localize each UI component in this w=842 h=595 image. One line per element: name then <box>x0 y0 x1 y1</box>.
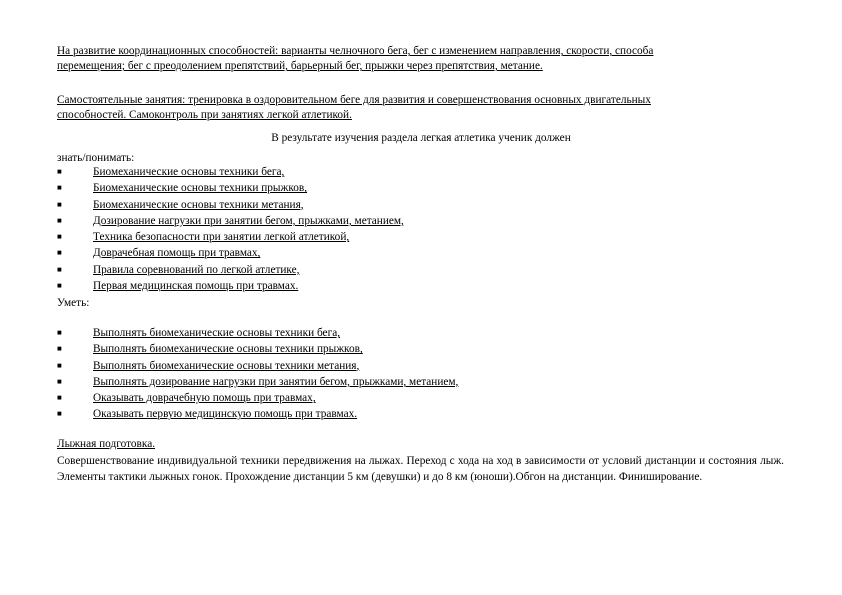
ski-heading: Лыжная подготовка. <box>57 438 156 450</box>
able-item-text: Выполнять биомеханические основы техники метания, <box>93 359 360 372</box>
able-item-text: Оказывать доврачебную помощь при травмах, <box>93 392 316 405</box>
bullet-icon: ■ <box>57 376 62 386</box>
bullet-icon: ■ <box>57 360 62 370</box>
able-item-text: Оказывать первую медицинскую помощь при травмах. <box>93 408 358 421</box>
able-item-text: Выполнять дозирование нагрузки при занятии бегом, прыжками, метанием, <box>93 375 459 388</box>
able-item-text: Выполнять биомеханические основы техники прыжков, <box>93 343 363 356</box>
know-item-text: Первая медицинская помощь при травмах. <box>93 280 299 293</box>
know-item-text: Правила соревнований по легкой атлетике, <box>93 263 300 276</box>
bullet-icon: ■ <box>57 281 62 291</box>
bullet-icon: ■ <box>57 183 62 193</box>
bullet-icon: ■ <box>57 167 62 176</box>
know-label: знать/понимать: <box>57 152 135 164</box>
bullet-icon: ■ <box>57 215 62 225</box>
able-item-text: Выполнять биомеханические основы техники бега, <box>93 327 341 339</box>
know-item-text: Доврачебная помощь при травмах, <box>93 247 261 260</box>
coordination-line-1: На развитие координационных способностей: варианты челночного бега, бег с изменением направления, скорости, способа <box>57 45 654 57</box>
self-study-line-2: способностей. Самоконтроль при занятиях легкой атлетикой. <box>57 109 352 121</box>
bullet-icon: ■ <box>57 264 62 274</box>
ski-paragraph: Совершенствование индивидуальной техники передвижения на лыжах. Переход с хода на ход в зависимости от условий дистанции и состояния лыж. Элементы тактики лыжных гонок. Прохождение дистанции 5 км (девушки) и до 8 км (юноши).Обгон на дистанции. Финиширование. <box>57 455 784 483</box>
able-label: Уметь: <box>57 297 90 309</box>
bullet-icon: ■ <box>57 393 62 403</box>
bullet-icon: ■ <box>57 328 62 337</box>
bullet-icon: ■ <box>57 248 62 258</box>
know-item-text: Биомеханические основы техники бега, <box>93 166 285 178</box>
self-study-line-1: Самостоятельные занятия: тренировка в оздоровительном беге для развития и совершенствования основных двигательных <box>57 94 651 106</box>
know-item-text: Техника безопасности при занятии легкой атлетикой, <box>93 231 350 244</box>
know-item-text: Дозирование нагрузки при занятии бегом, прыжками, метанием, <box>93 214 404 227</box>
result-heading: В результате изучения раздела легкая атлетика ученик должен <box>271 132 571 144</box>
know-item-text: Биомеханические основы техники метания, <box>93 198 304 211</box>
know-item-text: Биомеханические основы техники прыжков, <box>93 182 308 195</box>
bullet-icon: ■ <box>57 232 62 242</box>
coordination-line-2: перемещения; бег с преодолением препятствий, барьерный бег, прыжки через препятствия, метание. <box>57 60 543 72</box>
bullet-icon: ■ <box>57 409 62 419</box>
bullet-icon: ■ <box>57 199 62 209</box>
bullet-icon: ■ <box>57 344 62 354</box>
